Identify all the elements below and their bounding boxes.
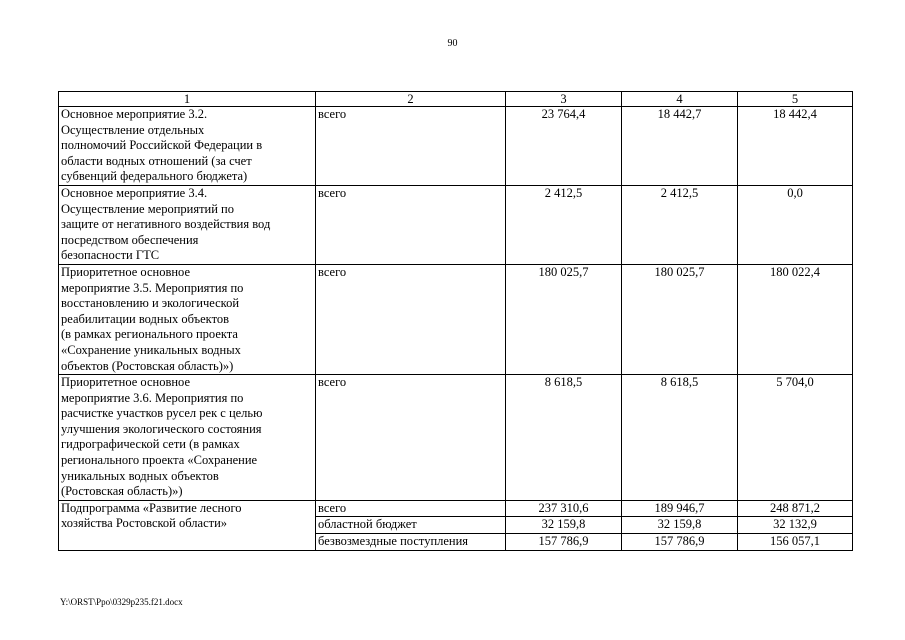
activity-name-cell: Приоритетное основное мероприятие 3.5. Мероприятия по восстановлению и экологической реабилитации водных объектов (в рамках регионального проекта «Сохранение уникальных водных объектов (Ростовская область)») — [59, 264, 316, 374]
budget-table — [58, 91, 853, 551]
funding-source-cell: безвозмездные поступления — [316, 534, 506, 551]
value-col3-cell: 157 786,9 — [506, 534, 622, 551]
value-col3-cell: 180 025,7 — [506, 264, 622, 374]
activity-name-cell: Основное мероприятие 3.2. Осуществление отдельных полномочий Российской Федерации в области водных отношений (за счет субвенций федерального бюджета) — [59, 107, 316, 186]
value-col4-cell: 180 025,7 — [622, 264, 738, 374]
value-col3-cell: 32 159,8 — [506, 517, 622, 534]
activity-name-cell: Основное мероприятие 3.4. Осуществление мероприятий по защите от негативного воздействия вод посредством обеспечения безопасности ГТС — [59, 185, 316, 264]
value-col3-cell: 8 618,5 — [506, 375, 622, 501]
value-col5-cell: 32 132,9 — [738, 517, 853, 534]
funding-source-cell: всего — [316, 500, 506, 517]
value-col5-cell: 156 057,1 — [738, 534, 853, 551]
value-col5-cell: 5 704,0 — [738, 375, 853, 501]
table-row — [59, 375, 853, 501]
funding-source-cell: всего — [316, 264, 506, 374]
header-cell-4: 4 — [622, 92, 738, 107]
value-col4-cell: 18 442,7 — [622, 107, 738, 186]
header-cell-1: 1 — [59, 92, 316, 107]
value-col4-cell: 8 618,5 — [622, 375, 738, 501]
table-row — [59, 264, 853, 374]
table-row — [59, 185, 853, 264]
header-cell-3: 3 — [506, 92, 622, 107]
value-col4-cell: 157 786,9 — [622, 534, 738, 551]
funding-source-cell: всего — [316, 185, 506, 264]
value-col5-cell: 180 022,4 — [738, 264, 853, 374]
funding-source-cell: областной бюджет — [316, 517, 506, 534]
header-cell-5: 5 — [738, 92, 853, 107]
value-col3-cell: 23 764,4 — [506, 107, 622, 186]
value-col3-cell: 237 310,6 — [506, 500, 622, 517]
value-col5-cell: 18 442,4 — [738, 107, 853, 186]
value-col5-cell: 248 871,2 — [738, 500, 853, 517]
table-header-row — [59, 92, 853, 107]
table-row — [59, 500, 853, 517]
header-cell-2: 2 — [316, 92, 506, 107]
activity-name-cell: Приоритетное основное мероприятие 3.6. Мероприятия по расчистке участков русел рек с целью улучшения экологического состояния гидрографической сети (в рамках регионального проекта «Сохранение уникальных водных объектов (Ростовская область)») — [59, 375, 316, 501]
value-col4-cell: 189 946,7 — [622, 500, 738, 517]
page-number: 90 — [447, 38, 458, 49]
funding-source-cell: всего — [316, 375, 506, 501]
value-col5-cell: 0,0 — [738, 185, 853, 264]
value-col4-cell: 32 159,8 — [622, 517, 738, 534]
funding-source-cell: всего — [316, 107, 506, 186]
table-row — [59, 107, 853, 186]
file-path-footer: Y:\ORST\Ppo\0329p235.f21.docx — [60, 597, 183, 607]
activity-name-cell: Подпрограмма «Развитие лесного хозяйства Ростовской области» — [59, 500, 316, 550]
value-col3-cell: 2 412,5 — [506, 185, 622, 264]
value-col4-cell: 2 412,5 — [622, 185, 738, 264]
